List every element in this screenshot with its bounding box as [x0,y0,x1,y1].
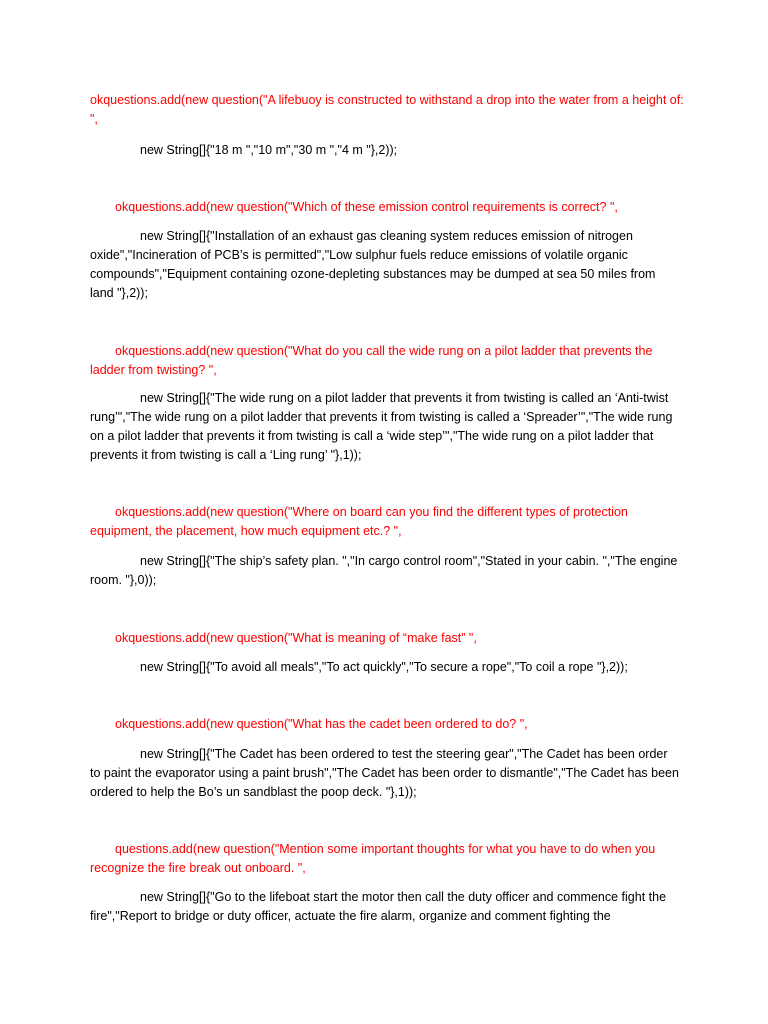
question-text-5: okquestions.add(new question("What is meaning of “make fast” ", [115,631,477,645]
answer-options-2: new String[]{"Installation of an exhaust gas cleaning system reduces emission of nitrogen oxide","Incineration of PCB’s is permitted","Low sulphur fuels reduce emissions of volatile organic compounds","Equipment containing ozone-depleting substances may be dumped at sea 50 miles from land "},2)); [90,229,656,300]
question-text-6: okquestions.add(new question("What has the cadet been ordered to do? ", [115,717,528,731]
answer-options-3: new String[]{"The wide rung on a pilot ladder that prevents it from twisting is called an ‘Anti-twist rung’","The wide rung on a pilot ladder that prevents it from twisting is called a ‘Spreader’","The wide rung on a pilot ladder that prevents it from twisting is call a ‘wide step’","The wide rung on a pilot ladder that prevents it from twisting is call a ‘Ling rung’ "},1)); [90,391,673,462]
question-text-2: okquestions.add(new question("Which of these emission control requirements is correct? ", [115,200,618,214]
question-text-1: okquestions.add(new question("A lifebuoy is constructed to withstand a drop into the water from a height of: ", [90,93,684,126]
question-text-7: questions.add(new question("Mention some important thoughts for what you have to do when you recognize the fire break out onboard. ", [90,842,656,875]
question-text-4: okquestions.add(new question("Where on board can you find the different types of protection equipment, the placement, how much equipment etc.? ", [90,505,628,538]
answer-options-1: new String[]{"18 m ","10 m","30 m ","4 m "},2)); [140,143,398,157]
answer-options-6: new String[]{"The Cadet has been ordered to test the steering gear","The Cadet has been order to paint the evaporator using a paint brush","The Cadet has been order to dismantle","The Cadet has been ordered to help the Bo’s un sandblast the poop deck. "},1)); [90,747,679,799]
answer-options-4: new String[]{"The ship’s safety plan. ","In cargo control room","Stated in your cabin. ","The engine room. "},0)); [90,554,678,587]
answer-options-5: new String[]{"To avoid all meals","To act quickly","To secure a rope","To coil a rope "},2)); [140,660,628,674]
question-text-3: okquestions.add(new question("What do you call the wide rung on a pilot ladder that prevents the ladder from twisting? ", [90,344,653,377]
answer-options-7: new String[]{"Go to the lifeboat start the motor then call the duty officer and commence fight the fire","Report to bridge or duty officer, actuate the fire alarm, organize and comment fighting the [90,890,667,923]
